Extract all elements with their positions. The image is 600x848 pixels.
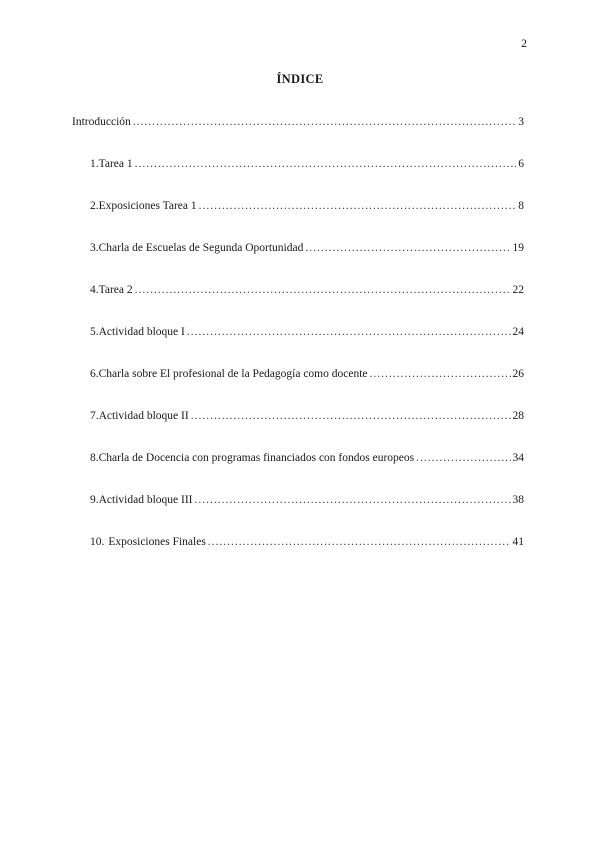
- toc-entry[interactable]: [90, 326, 524, 342]
- toc-entry-label: Actividad bloque II: [98, 410, 189, 422]
- toc-entry-label: Tarea 2: [98, 284, 133, 296]
- toc-entry[interactable]: [90, 410, 524, 426]
- toc-entry-number: 9.: [90, 494, 99, 506]
- toc-entry-label: Charla sobre El profesional de la Pedagogía como docente: [98, 368, 368, 380]
- toc-entry[interactable]: [90, 284, 524, 300]
- index-title: ÍNDICE: [276, 72, 324, 86]
- toc-leader-dots: [416, 452, 510, 464]
- page-number: 2: [521, 36, 527, 50]
- toc-entry-page: 24: [512, 326, 524, 338]
- toc-leader-dots: [195, 494, 511, 506]
- toc-entry-page: 22: [512, 284, 524, 296]
- toc-leader-dots: [135, 158, 517, 170]
- toc-entry-page: 28: [512, 410, 524, 422]
- toc-entry-number: 4.: [90, 284, 99, 296]
- toc-entry-label: Exposiciones Tarea 1: [98, 200, 197, 212]
- toc-entry-page: 19: [512, 242, 524, 254]
- toc-leader-dots: [199, 200, 517, 212]
- toc-entry-number: 5.: [90, 326, 99, 338]
- toc-entry-number: 6.: [90, 368, 99, 380]
- toc-leader-dots: [191, 410, 511, 422]
- toc-entry[interactable]: [90, 494, 524, 510]
- toc-entry-label: Charla de Escuelas de Segunda Oportunidad: [98, 242, 304, 254]
- toc-leader-dots: [133, 116, 516, 128]
- toc-entry-page: 3: [518, 116, 524, 128]
- toc-entry-number: 8.: [90, 452, 99, 464]
- toc-entry-label: Tarea 1: [98, 158, 133, 170]
- toc-entry[interactable]: [90, 200, 524, 216]
- toc-entry-number: 3.: [90, 242, 99, 254]
- toc-leader-dots: [135, 284, 511, 296]
- toc-entry-page: 41: [512, 536, 524, 548]
- toc-entry-page: 26: [512, 368, 524, 380]
- toc-entry-label: Actividad bloque I: [98, 326, 185, 338]
- toc-entry-label: Actividad bloque III: [98, 494, 193, 506]
- toc-entry-number: 7.: [90, 410, 99, 422]
- toc-leader-dots: [187, 326, 511, 338]
- toc-entry[interactable]: [90, 536, 524, 552]
- toc-leader-dots: [208, 536, 511, 548]
- toc-entry-page: 38: [512, 494, 524, 506]
- toc-entry-page: 34: [512, 452, 524, 464]
- toc-entry[interactable]: [90, 452, 524, 468]
- toc-entry-page: 8: [518, 200, 524, 212]
- toc-entry-number: 1.: [90, 158, 99, 170]
- toc-entry-label: Exposiciones Finales: [108, 536, 206, 548]
- toc-entry-number: 10.: [90, 536, 105, 548]
- toc-leader-dots: [370, 368, 511, 380]
- toc-entry[interactable]: [90, 368, 524, 384]
- toc-leader-dots: [305, 242, 510, 254]
- toc-entry[interactable]: [90, 242, 524, 258]
- toc-entry-label: Charla de Docencia con programas financiados con fondos europeos: [98, 452, 415, 464]
- toc-entry[interactable]: [90, 158, 524, 174]
- toc-entry-label: Introducción: [72, 116, 131, 128]
- toc-entry-intro[interactable]: [72, 116, 524, 132]
- toc-entry-page: 6: [518, 158, 524, 170]
- toc-entry-number: 2.: [90, 200, 99, 212]
